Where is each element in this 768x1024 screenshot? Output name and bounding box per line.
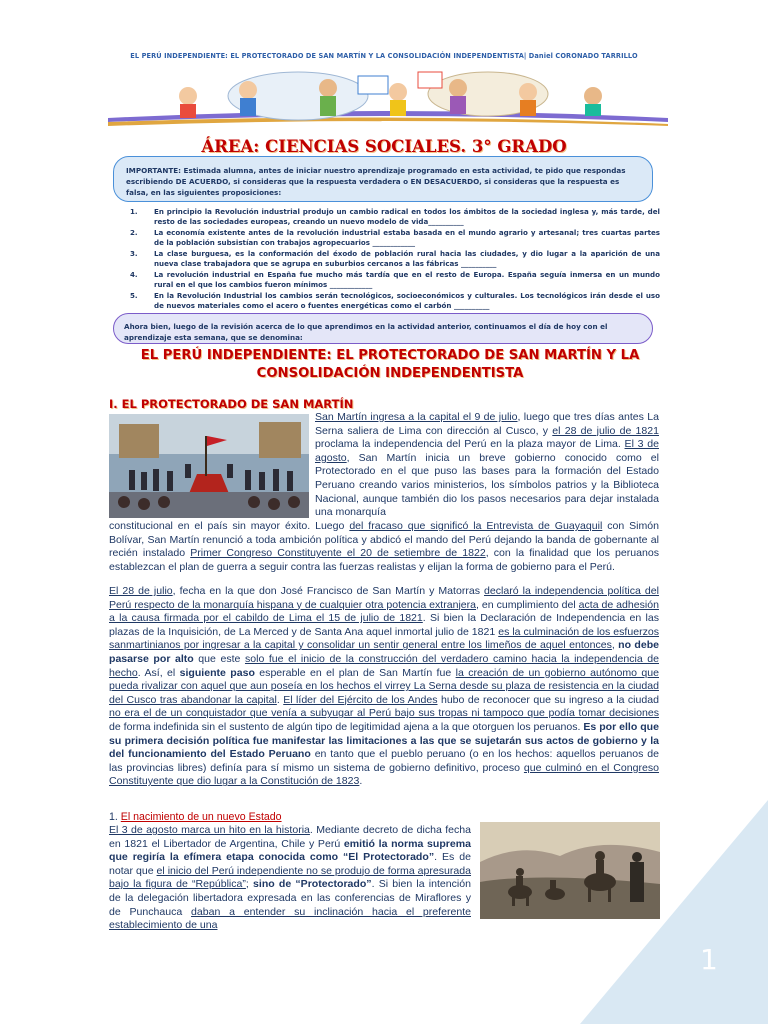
area-title: ÁREA: CIENCIAS SOCIALES. 3° GRADO bbox=[201, 137, 567, 156]
text-run: de forma indefinida sin el sustento de algún tipo de legitimidad ajena a la que otorguen los peruanos. bbox=[109, 720, 584, 733]
underlined-text: El líder del Ejército de los Andes bbox=[283, 693, 438, 706]
text-run: hubo de reconocer que su ingreso a la ciudad bbox=[437, 693, 659, 706]
bold-text: sino de “Protectorado” bbox=[253, 878, 372, 891]
paragraph-2 bbox=[109, 585, 659, 789]
list-item bbox=[130, 291, 660, 311]
page-number: 1 bbox=[700, 943, 718, 976]
underlined-text: El 28 de julio bbox=[109, 585, 173, 597]
underlined-text: la creación de un gobierno autónomo que pueda rivalizar con aquel que aun poseía en los hechos el virrey La Serna desde su plaza de resistencia en la ciudad del Cusco tras abandonar la capital bbox=[109, 666, 659, 706]
main-title bbox=[110, 347, 670, 383]
underlined-text: acta de adhesión a la causa firmada por el cabildo de Lima el 15 de julio de 1821 bbox=[109, 598, 659, 625]
text-run: con Simón Bolívar, San Martín renunció a toda ambición política y abdicó el mando del Perú dejando la banda de gobernante al recién instalado bbox=[109, 520, 660, 560]
text-run: . bbox=[276, 693, 284, 706]
text-run: en tanto que el pueblo peruano (o en los hechos: aquellos peruanos de las provincias libres) definía para sí mismo un sistema de gobierno definitivo, proceso bbox=[109, 748, 660, 774]
text-run: , San Martín inicia un breve gobierno conocido como el Protectorado en el que puso las bases para la formación del Estado Peruano creando varios ministerios, los símbolos patrios y la Biblioteca Nacional, aunque también dio los pasos necesarios para dejar instalada una monarquía bbox=[315, 451, 659, 519]
text-run: , fecha en la que don José Francisco de San Martín y Matorras bbox=[172, 585, 484, 597]
underlined-text: El 3 de agosto marca un hito en la historia bbox=[109, 824, 310, 836]
children-banner-illustration bbox=[108, 66, 668, 128]
text-run: . Si bien la intención de la delegación libertadora expresada en las conferencias de Miraflores y de Punchauca bbox=[109, 878, 471, 918]
main-title-line-2: CONSOLIDACIÓN INDEPENDENTISTA bbox=[256, 366, 524, 381]
item-number: 4. bbox=[130, 270, 138, 279]
proclamation-painting bbox=[109, 414, 309, 518]
bold-text: emitió la norma suprema que regiría la efímera etapa conocida como “El Protectorado” bbox=[109, 837, 471, 864]
text-run: que este bbox=[193, 652, 245, 665]
subsection-number: 1. bbox=[109, 811, 121, 823]
text-run: constitucional en el país sin mayor éxito. Luego bbox=[109, 520, 350, 532]
underlined-text: del fracaso que significó la Entrevista de Guayaquil bbox=[349, 520, 603, 532]
underlined-text: El 3 de agosto bbox=[315, 438, 659, 464]
item-text: La revolución industrial en España fue mucho más tardía que en el resto de Europa. España seguía inmersa en un mundo rural en el que los cambios fueron mínimos ____________ bbox=[154, 270, 660, 289]
paragraph-1 bbox=[315, 411, 659, 520]
propositions-list bbox=[130, 207, 660, 312]
underlined-text: es la culminación de los esfuerzos sanmartinianos por ingresar a la capital y consolidar un sentir general entre los limeños de aquel entonces bbox=[109, 625, 659, 652]
subsection-heading bbox=[109, 811, 282, 823]
item-text: La economía existente antes de la revolución industrial estaba basada en el mundo agrario y artesanal; tres cuartas partes de la población subsistían con trabajos agropecuarios ____________ bbox=[154, 228, 660, 247]
underlined-text: declaró la independencia política del Perú respecto de la monarquía hispana y de cualquier otra potencia extranjera bbox=[109, 585, 659, 611]
item-number: 3. bbox=[130, 249, 138, 258]
importante-label: IMPORTANTE bbox=[126, 166, 179, 175]
bold-text: Es por ello que su primera decisión política fue manifestar las limitaciones a las que se sujetarán sus actos de gobierno y la del funcionamiento del Estado Peruano bbox=[109, 720, 659, 761]
item-text: En la Revolución Industrial los cambios serán tecnológicos, socioeconómicos y culturales. Los tecnológicos irán desde el uso de nuevos materiales como el acero o fuentes energéticas como el carbón __________ bbox=[154, 291, 660, 310]
underlined-text: no era el de un conquistador que venía a subyugar al Perú bajo sus tropas ni tampoco que podía tomar decisiones bbox=[109, 707, 659, 720]
text-run: . bbox=[359, 775, 363, 788]
item-number: 1. bbox=[130, 207, 138, 216]
text-run: proclama la independencia del Perú en la plaza mayor de Lima. bbox=[315, 438, 625, 451]
text-run: , luego que tres días antes La Serna saliera de Lima con dirección al Cusco, y bbox=[315, 411, 660, 437]
item-number: 2. bbox=[130, 228, 138, 237]
bold-text: no debe pasarse por alto bbox=[109, 639, 659, 665]
paragraph-3 bbox=[109, 824, 471, 933]
underlined-text: el inicio del Perú independiente no se produjo de forma apresurada bajo la figura de “República” bbox=[109, 864, 472, 891]
list-item bbox=[130, 270, 660, 290]
list-item bbox=[130, 207, 660, 227]
underlined-text: Primer Congreso Constituyente el 20 de setiembre de 1822 bbox=[190, 547, 486, 560]
text-run: . Así, el bbox=[137, 666, 180, 679]
item-number: 5. bbox=[130, 291, 138, 300]
item-text: En principio la Revolución industrial produjo un cambio radical en todos los ámbitos de la sociedad inglesa y, más tarde, del resto de las sociedades europeas, creando un nuevo modelo de vida__________ bbox=[154, 207, 660, 226]
san-martin-cavalry-painting bbox=[480, 822, 660, 919]
text-run: esperable en el plan de San Martín fue bbox=[254, 666, 456, 679]
bold-text: siguiente paso bbox=[179, 666, 255, 679]
paragraph-1-continued bbox=[109, 520, 659, 574]
text-run: . Es de notar que bbox=[109, 851, 471, 877]
section-heading: I. EL PROTECTORADO DE SAN MARTÍN bbox=[109, 397, 354, 411]
text-run: , bbox=[611, 639, 619, 652]
importante-box bbox=[113, 156, 653, 202]
underlined-text: el 28 de julio de 1821 bbox=[552, 424, 659, 437]
list-item bbox=[130, 228, 660, 248]
ahora-box: Ahora bien, luego de la revisión acerca de lo que aprendimos en la actividad anterior, continuamos el día de hoy con el aprendizaje esta semana, que se denomina: bbox=[113, 313, 653, 344]
underlined-text: daban a entender su inclinación hacia el preferente establecimiento de una bbox=[109, 905, 471, 932]
item-text: La clase burguesa, es la conformación del éxodo de población rural hacia las ciudades, y dio lugar a la aparición de una nueva clase trabajadora que se agrupa en suburbios cercanos a las fábricas __________ bbox=[154, 249, 660, 268]
text-run: ; bbox=[245, 878, 254, 891]
text-run: , con la finalidad que los peruanos establezcan el plan de guerra a seguir contra las fuerzas realistas y elijan la forma de gobierno para el Perú. bbox=[109, 547, 659, 573]
subsection-title: El nacimiento de un nuevo Estado bbox=[120, 811, 282, 823]
importante-text: : Estimada alumna, antes de iniciar nuestro aprendizaje programado en esta actividad, te pido que respondas escribiendo DE ACUERDO, si consideras que la respuesta verdadera o EN DESACUERDO, si consideras que la respuesta es falsa, en las siguientes proposiciones: bbox=[126, 166, 626, 197]
text-run: , en cumplimiento del bbox=[476, 598, 579, 611]
running-header: EL PERÚ INDEPENDIENTE: EL PROTECTORADO DE SAN MARTÍN Y LA CONSOLIDACIÓN INDEPENDENTISTA| Daniel CORONADO TARRILLO bbox=[130, 52, 638, 60]
text-run: . Si bien la Declaración de Independencia en las plazas de la Inquisición, de La Merced y de Santa Ana aquel inmortal julio de 1821 bbox=[109, 612, 659, 638]
main-title-line-1: EL PERÚ INDEPENDIENTE: EL PROTECTORADO DE SAN MARTÍN Y LA bbox=[140, 348, 640, 363]
text-run: . Mediante decreto de dicha fecha en 1821 el Libertador de Argentina, Chile y Perú bbox=[109, 824, 471, 850]
underlined-text: que culminó en el Congreso Constituyente que dio lugar a la Constitución de 1823 bbox=[109, 761, 659, 788]
underlined-text: San Martín ingresa a la capital el 9 de julio bbox=[315, 411, 518, 423]
underlined-text: solo fue el inicio de la construcción del verdadero camino hacia la independencia de hecho bbox=[109, 652, 659, 679]
list-item bbox=[130, 249, 660, 269]
